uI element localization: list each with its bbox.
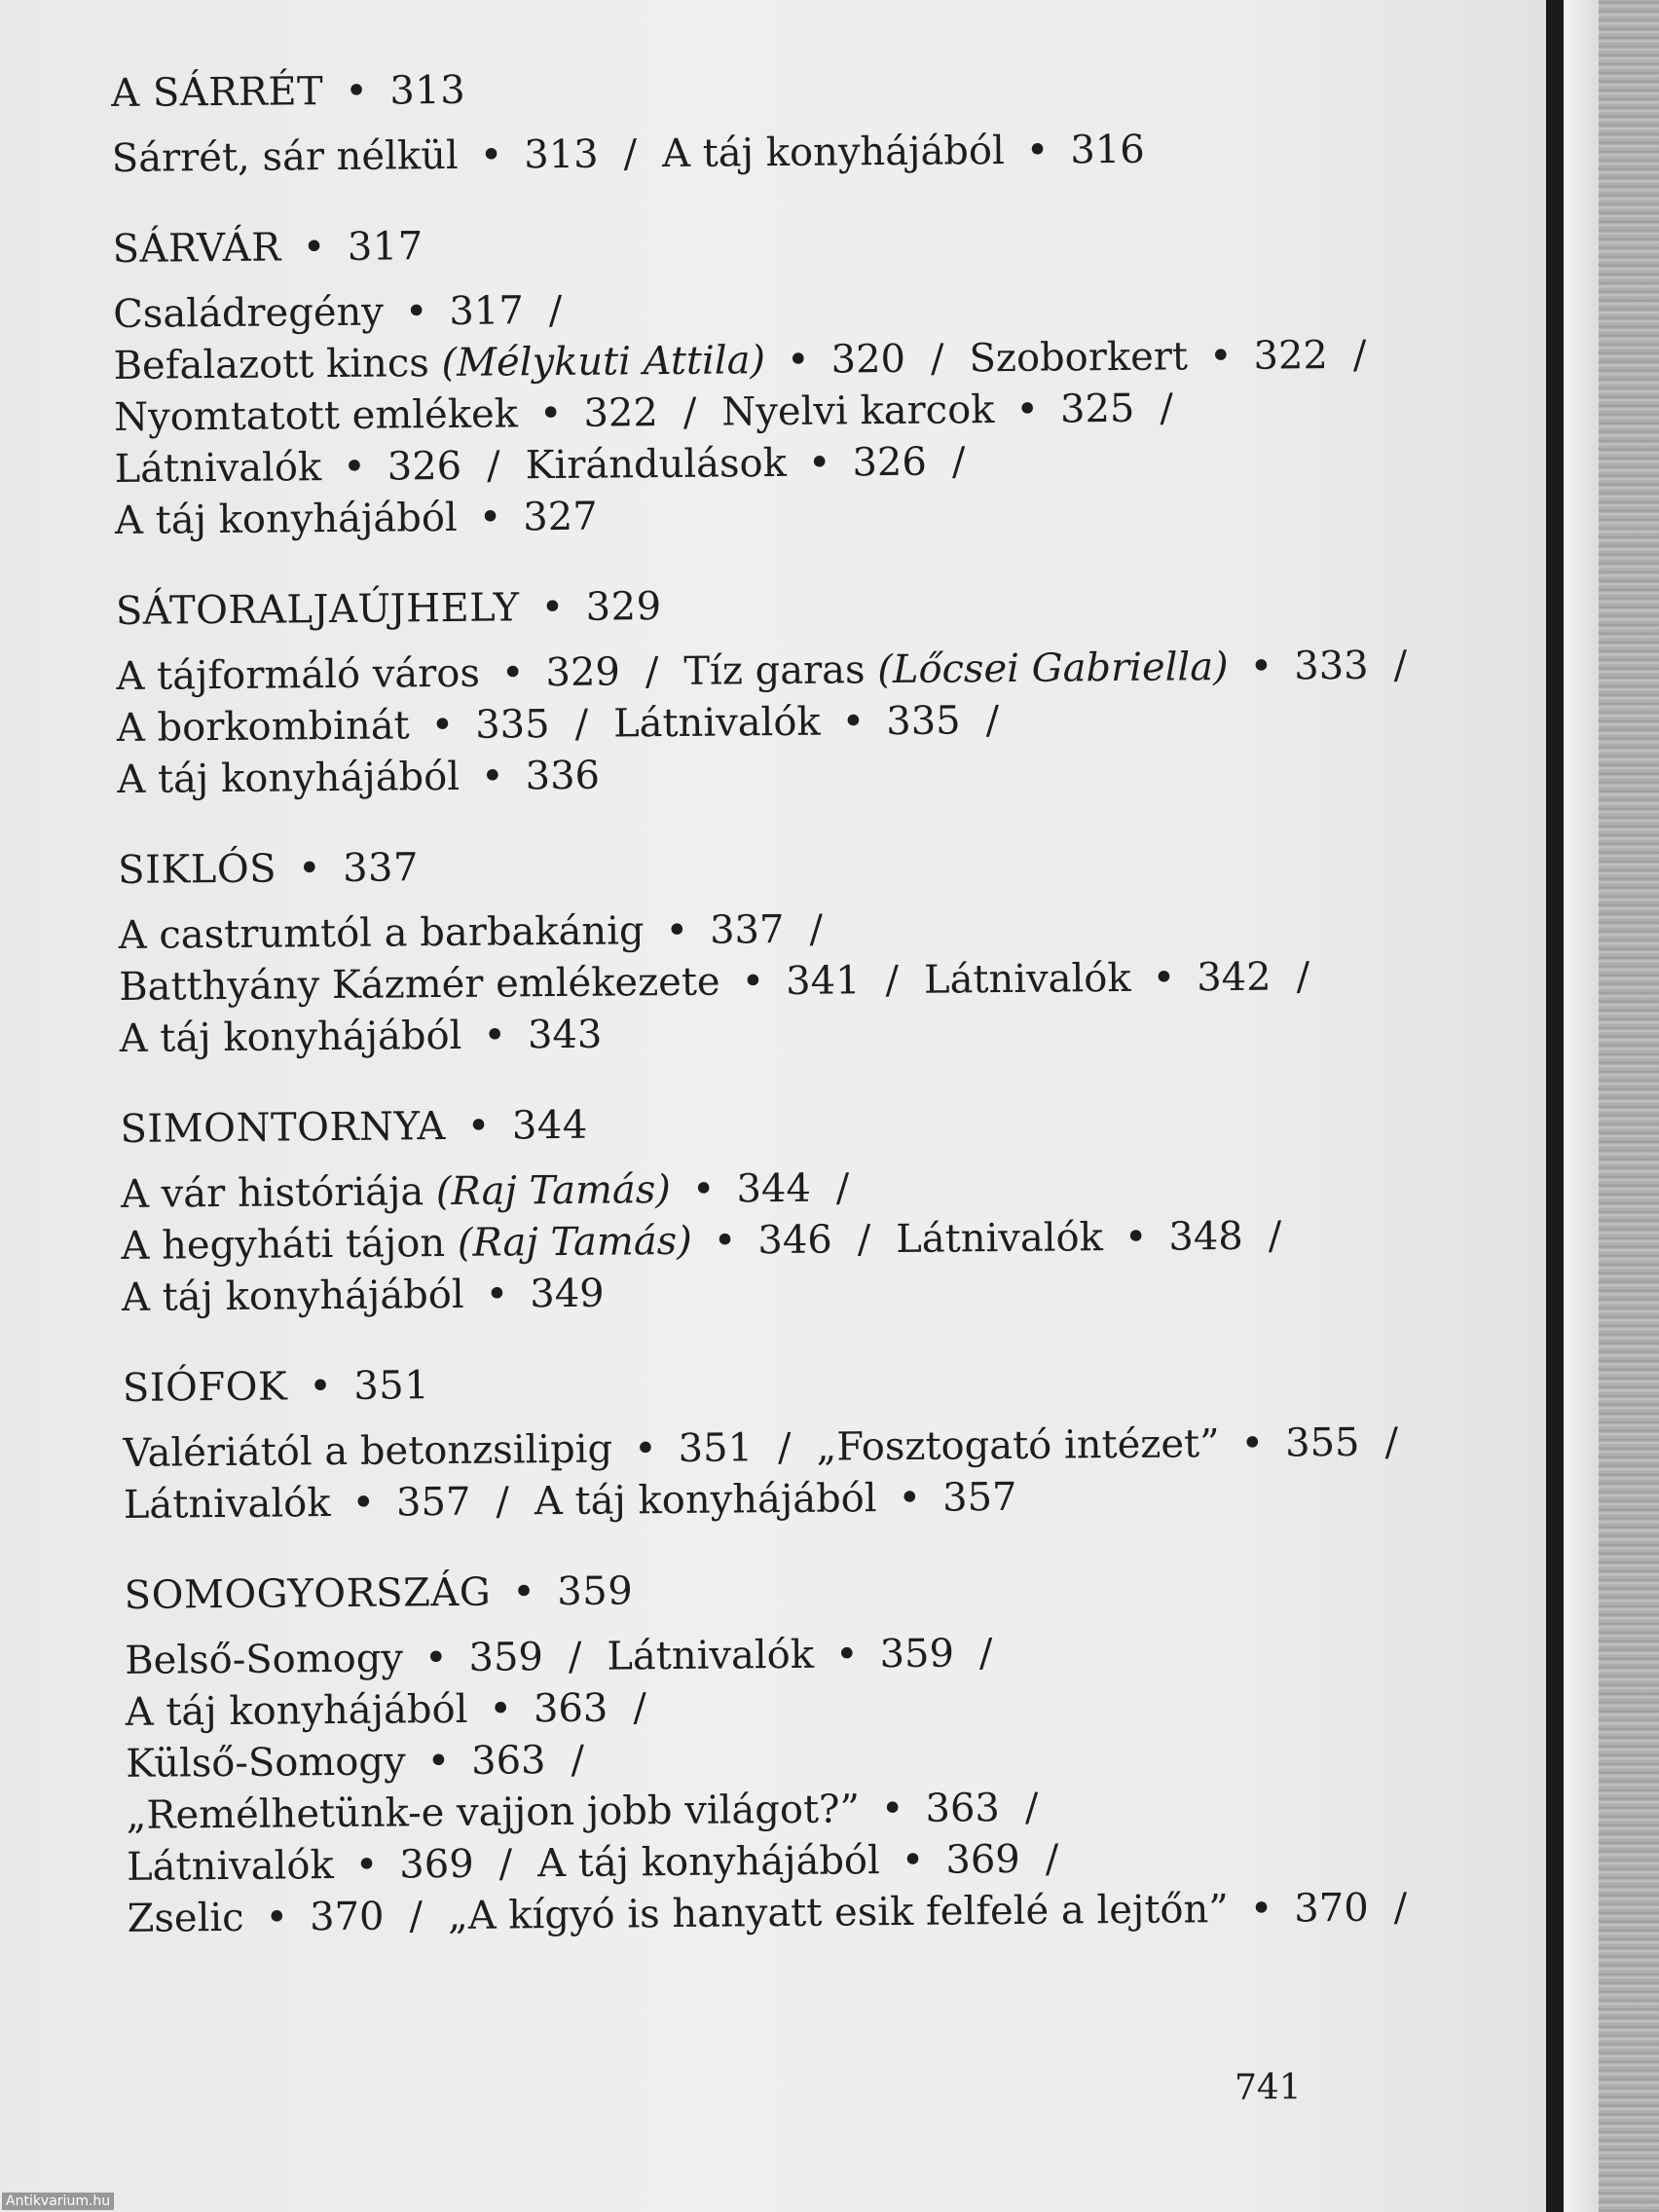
entry-title: A tájformáló város bbox=[116, 650, 481, 699]
toc-entry bbox=[613, 698, 1024, 747]
bullet: • bbox=[342, 444, 366, 490]
entry-separator: / bbox=[951, 439, 966, 485]
toc-entry bbox=[117, 702, 614, 751]
toc-section bbox=[111, 56, 1397, 185]
toc-entry bbox=[662, 128, 1145, 176]
entry-separator: / bbox=[496, 1479, 510, 1525]
entry-title: „A kígyó is hanyatt esik felfelé a lejtőn” bbox=[447, 1887, 1229, 1939]
entry-separator: / bbox=[857, 1217, 871, 1263]
entry-author: (Raj Tamás) bbox=[435, 1167, 672, 1215]
entry-page: 329 bbox=[545, 649, 621, 696]
section-title: A SÁRRÉT bbox=[111, 69, 324, 116]
entry-title: Külső-Somogy bbox=[126, 1739, 406, 1787]
entry-separator: / bbox=[571, 1737, 585, 1783]
entry-title: A borkombinát bbox=[116, 703, 410, 751]
entry-page: 369 bbox=[399, 1841, 474, 1888]
entry-title: Batthyány Kázmér emlékezete bbox=[119, 959, 720, 1010]
toc-entry bbox=[125, 1635, 608, 1683]
entry-title: A táj konyhájából bbox=[117, 754, 461, 802]
section-page: 359 bbox=[557, 1568, 634, 1615]
entry-title: A vár históriája bbox=[120, 1169, 424, 1217]
bullet: • bbox=[540, 584, 565, 631]
section-page: 317 bbox=[347, 224, 424, 270]
entry-page: 325 bbox=[1059, 386, 1135, 432]
table-of-contents bbox=[111, 56, 1413, 1983]
toc-entry bbox=[607, 1631, 1017, 1679]
entry-separator: / bbox=[1296, 954, 1310, 1000]
bullet: • bbox=[302, 225, 327, 271]
section-title: SIKLÓS bbox=[117, 846, 277, 893]
entry-title: Látnivalók bbox=[114, 445, 322, 492]
entry-separator: / bbox=[1160, 386, 1174, 431]
toc-entry bbox=[119, 958, 924, 1010]
toc-entry bbox=[114, 390, 722, 440]
entry-title: A táj konyhájából bbox=[125, 1686, 468, 1735]
entry-separator: / bbox=[633, 1685, 647, 1731]
page-gutter bbox=[1564, 0, 1599, 2212]
entry-separator: / bbox=[498, 1841, 513, 1887]
bullet: • bbox=[297, 846, 322, 892]
section-heading bbox=[120, 1092, 1405, 1156]
entry-title: A castrumtól a barbakánig bbox=[118, 908, 645, 958]
toc-entry bbox=[535, 1475, 1017, 1524]
entry-title: „Remélhetünk-e vajjon jobb világot?” bbox=[126, 1787, 861, 1838]
entry-separator: / bbox=[1384, 1419, 1399, 1465]
book-spine bbox=[1546, 0, 1564, 2212]
entry-title: Látnivalók bbox=[612, 699, 821, 747]
entry-separator: / bbox=[885, 957, 900, 1004]
page-edges bbox=[1599, 0, 1659, 2212]
entry-separator: / bbox=[1352, 332, 1367, 378]
entry-author: (Mélykuti Attila) bbox=[441, 338, 766, 387]
entry-separator: / bbox=[1268, 1213, 1282, 1259]
entry-title: A táj konyhájából bbox=[114, 495, 458, 543]
entry-title: Látnivalók bbox=[126, 1843, 334, 1890]
toc-entry bbox=[721, 386, 1198, 434]
toc-entry bbox=[112, 131, 663, 181]
entry-page: 359 bbox=[879, 1631, 955, 1677]
entry-separator: / bbox=[930, 336, 944, 382]
bullet: • bbox=[430, 702, 455, 749]
entry-title: Szoborkert bbox=[969, 334, 1189, 382]
entry-author: (Lőcsei Gabriella) bbox=[877, 645, 1229, 693]
toc-entry bbox=[525, 439, 990, 488]
toc-entry bbox=[121, 1165, 875, 1217]
toc-line bbox=[115, 484, 1400, 547]
entry-page: 316 bbox=[1070, 127, 1145, 173]
toc-entry bbox=[683, 643, 1432, 694]
entry-title: Belső-Somogy bbox=[125, 1636, 404, 1683]
section-page: 329 bbox=[585, 584, 662, 630]
bullet: • bbox=[512, 1569, 536, 1615]
entry-page: 351 bbox=[678, 1425, 754, 1471]
toc-section bbox=[120, 1092, 1407, 1324]
toc-entry bbox=[115, 495, 598, 543]
bullet: • bbox=[478, 495, 502, 540]
entry-title: Nyomtatott emlékek bbox=[113, 391, 519, 440]
toc-entry bbox=[116, 649, 683, 699]
bullet: • bbox=[424, 1636, 448, 1681]
toc-entry bbox=[123, 1425, 817, 1476]
entry-title: Látnivalók bbox=[923, 955, 1131, 1003]
entry-separator: / bbox=[809, 906, 824, 952]
entry-separator: / bbox=[1045, 1836, 1059, 1882]
section-title: SÁTORALJAÚJHELY bbox=[115, 585, 520, 634]
bullet: • bbox=[841, 699, 866, 745]
entry-title: „Fosztogató intézet” bbox=[816, 1421, 1220, 1470]
bullet: • bbox=[633, 1426, 657, 1472]
bullet: • bbox=[1249, 644, 1273, 689]
bullet: • bbox=[1249, 1886, 1273, 1932]
entry-page: 336 bbox=[525, 753, 601, 799]
entry-page: 327 bbox=[523, 494, 598, 540]
toc-section bbox=[112, 212, 1400, 547]
toc-entry bbox=[114, 443, 525, 492]
bullet: • bbox=[1240, 1420, 1265, 1466]
bullet: • bbox=[466, 1103, 492, 1149]
bullet: • bbox=[483, 1013, 507, 1058]
section-heading bbox=[118, 833, 1403, 897]
entry-page: 322 bbox=[583, 390, 659, 436]
entry-page: 370 bbox=[1294, 1885, 1369, 1932]
entry-page: 320 bbox=[830, 336, 906, 383]
toc-section bbox=[115, 574, 1408, 806]
toc-entry bbox=[126, 1685, 672, 1735]
entry-page: 326 bbox=[387, 443, 462, 490]
entry-page: 337 bbox=[709, 907, 785, 953]
bullet: • bbox=[741, 959, 765, 1005]
entry-page: 370 bbox=[309, 1894, 385, 1940]
entry-separator: / bbox=[574, 701, 589, 747]
bullet: • bbox=[489, 1686, 513, 1732]
entry-page: 342 bbox=[1197, 954, 1272, 1001]
toc-entry bbox=[124, 1479, 535, 1528]
section-title: SÁRVÁR bbox=[112, 225, 281, 272]
toc-entry bbox=[969, 333, 1391, 382]
entry-title: A táj konyhájából bbox=[534, 1476, 877, 1525]
page-number: 741 bbox=[1235, 2068, 1302, 2108]
bullet: • bbox=[786, 337, 810, 383]
bullet: • bbox=[485, 1272, 509, 1317]
entry-page: 349 bbox=[530, 1271, 605, 1317]
entry-page: 357 bbox=[395, 1479, 471, 1526]
section-heading bbox=[111, 56, 1396, 120]
toc-entry bbox=[127, 1894, 448, 1941]
bullet: • bbox=[1025, 128, 1050, 173]
entry-separator: / bbox=[1393, 1885, 1408, 1931]
entry-title: A táj konyhájából bbox=[119, 1013, 462, 1061]
bullet: • bbox=[665, 907, 689, 954]
entry-title: Befalazott kincs bbox=[113, 341, 429, 388]
entry-title: A hegyháti tájon bbox=[121, 1221, 446, 1269]
section-heading bbox=[116, 574, 1401, 638]
toc-entry bbox=[896, 1213, 1307, 1262]
toc-line bbox=[122, 1261, 1407, 1324]
toc-entry bbox=[537, 1836, 1084, 1886]
entry-title: Látnivalók bbox=[896, 1215, 1104, 1263]
entry-separator: / bbox=[645, 649, 659, 695]
bullet: • bbox=[479, 132, 503, 178]
entry-separator: / bbox=[623, 131, 638, 177]
toc-section bbox=[118, 833, 1405, 1065]
entry-page: 344 bbox=[736, 1165, 812, 1212]
section-page: 337 bbox=[342, 845, 420, 891]
toc-entry bbox=[113, 288, 587, 337]
entry-page: 346 bbox=[757, 1217, 832, 1264]
bullet: • bbox=[713, 1218, 737, 1264]
entry-title: Látnivalók bbox=[607, 1632, 815, 1679]
toc-entry bbox=[119, 906, 849, 958]
entry-separator: / bbox=[1393, 643, 1408, 688]
entry-page: 355 bbox=[1284, 1419, 1360, 1466]
bullet: • bbox=[807, 440, 831, 486]
toc-entry bbox=[816, 1419, 1423, 1469]
entry-separator: / bbox=[777, 1424, 792, 1471]
section-heading bbox=[123, 1351, 1408, 1415]
entry-page: 335 bbox=[475, 702, 550, 748]
entry-separator: / bbox=[1024, 1785, 1039, 1830]
toc-line bbox=[127, 1882, 1412, 1945]
toc-entry bbox=[127, 1841, 537, 1890]
entry-title: Zselic bbox=[127, 1895, 244, 1941]
toc-entry bbox=[117, 754, 600, 802]
toc-entry bbox=[113, 336, 969, 388]
bullet: • bbox=[265, 1895, 289, 1940]
entry-page: 317 bbox=[449, 288, 525, 334]
entry-title: A táj konyhájából bbox=[536, 1838, 881, 1887]
bullet: • bbox=[345, 68, 369, 114]
entry-title: Nyelvi karcok bbox=[721, 387, 995, 435]
entry-page: 313 bbox=[524, 131, 599, 178]
bullet: • bbox=[354, 1842, 379, 1888]
entry-separator: / bbox=[568, 1634, 582, 1679]
toc-line bbox=[112, 122, 1397, 185]
bullet: • bbox=[404, 289, 428, 335]
toc-line bbox=[124, 1468, 1409, 1531]
entry-author: (Raj Tamás) bbox=[457, 1218, 693, 1266]
entry-page: 341 bbox=[785, 958, 861, 1004]
entry-page: 343 bbox=[527, 1012, 603, 1058]
toc-entry bbox=[121, 1217, 896, 1269]
toc-entry bbox=[126, 1786, 1063, 1838]
bullet: • bbox=[500, 650, 525, 696]
bullet: • bbox=[1124, 1214, 1148, 1260]
entry-page: 322 bbox=[1253, 333, 1329, 379]
bullet: • bbox=[1152, 955, 1176, 1001]
entry-separator: / bbox=[978, 1631, 993, 1677]
toc-entry bbox=[122, 1272, 605, 1320]
toc-line bbox=[119, 1002, 1404, 1065]
bullet: • bbox=[691, 1166, 716, 1212]
entry-title: Tíz garas bbox=[683, 647, 866, 694]
bullet: • bbox=[480, 754, 504, 799]
section-title: SOMOGYORSZÁG bbox=[124, 1569, 492, 1618]
entry-title: Valériától a betonzsilipig bbox=[123, 1426, 613, 1476]
bullet: • bbox=[309, 1364, 333, 1410]
entry-separator: / bbox=[486, 443, 500, 489]
entry-page: 363 bbox=[470, 1738, 546, 1784]
entry-page: 369 bbox=[945, 1836, 1020, 1883]
section-heading bbox=[124, 1559, 1409, 1622]
watermark: Antikvarium.hu bbox=[2, 2193, 114, 2210]
entry-separator: / bbox=[985, 698, 1000, 744]
toc-entry bbox=[126, 1738, 609, 1787]
section-page: 351 bbox=[353, 1363, 430, 1409]
toc-entry bbox=[448, 1885, 1433, 1938]
entry-separator: / bbox=[409, 1894, 424, 1939]
bullet: • bbox=[1208, 333, 1233, 380]
entry-separator: / bbox=[835, 1165, 850, 1211]
entry-page: 363 bbox=[925, 1786, 1001, 1831]
entry-title: Családregény bbox=[113, 289, 385, 337]
bullet: • bbox=[880, 1786, 904, 1832]
bullet: • bbox=[1015, 387, 1040, 432]
entry-separator: / bbox=[548, 287, 563, 334]
section-page: 313 bbox=[389, 67, 466, 114]
entry-title: A táj konyhájából bbox=[661, 128, 1005, 177]
bullet: • bbox=[351, 1480, 376, 1526]
bullet: • bbox=[834, 1632, 859, 1677]
section-title: SIÓFOK bbox=[122, 1364, 288, 1411]
bullet: • bbox=[426, 1739, 451, 1785]
bullet: • bbox=[898, 1475, 922, 1521]
entry-title: Sárrét, sár nélkül bbox=[111, 132, 459, 181]
entry-page: 326 bbox=[852, 439, 928, 486]
section-heading bbox=[112, 212, 1397, 276]
toc-line bbox=[117, 743, 1402, 806]
section-page: 344 bbox=[511, 1102, 588, 1149]
entry-page: 357 bbox=[941, 1474, 1017, 1521]
toc-entry bbox=[119, 1013, 602, 1061]
bullet: • bbox=[901, 1837, 925, 1883]
bullet: • bbox=[538, 390, 563, 437]
toc-entry bbox=[924, 954, 1335, 1003]
entry-page: 359 bbox=[468, 1635, 544, 1680]
entry-page: 335 bbox=[886, 698, 961, 745]
toc-section bbox=[124, 1559, 1412, 1945]
entry-page: 333 bbox=[1294, 643, 1369, 689]
entry-title: A táj konyhájából bbox=[121, 1272, 464, 1320]
entry-title: Látnivalók bbox=[123, 1481, 331, 1528]
entry-separator: / bbox=[682, 389, 697, 435]
entry-title: Kirándulások bbox=[525, 440, 788, 489]
section-title: SIMONTORNYA bbox=[120, 1104, 446, 1152]
toc-section bbox=[123, 1351, 1409, 1531]
entry-page: 363 bbox=[533, 1685, 608, 1732]
entry-page: 348 bbox=[1168, 1213, 1243, 1260]
